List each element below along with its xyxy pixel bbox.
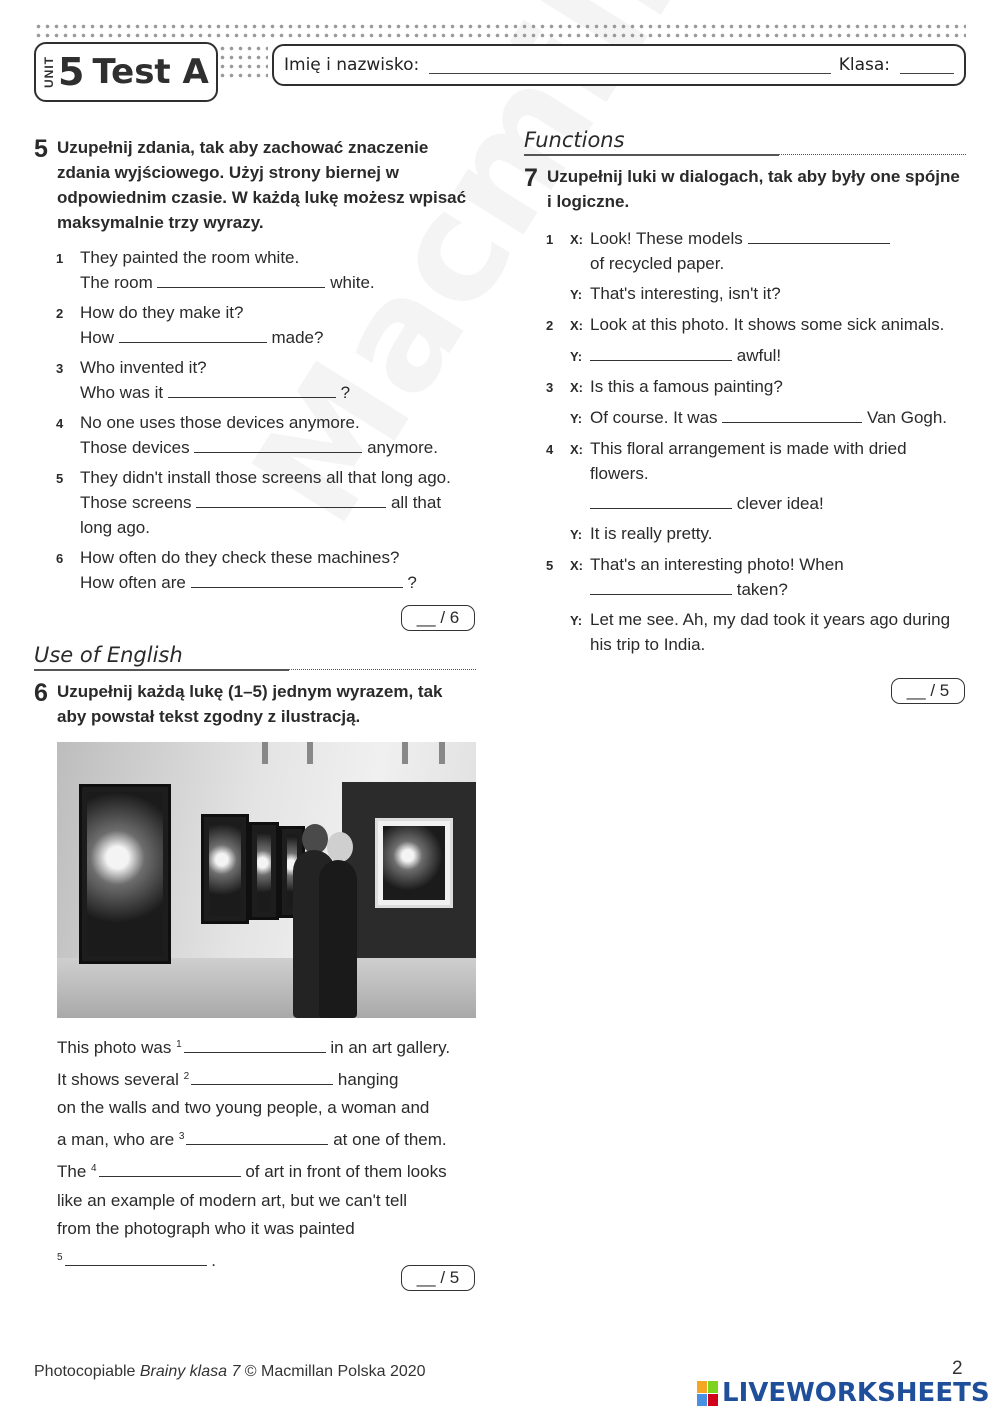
dialogue-line <box>546 374 966 400</box>
section-title: Use of English <box>34 643 476 670</box>
text-segment: The <box>57 1161 87 1181</box>
item-number: 1 <box>56 251 64 266</box>
answer-blank[interactable] <box>168 381 336 398</box>
exercise-5-header <box>34 135 476 235</box>
answer-blank[interactable] <box>590 344 732 361</box>
dialogue-line <box>546 343 966 369</box>
exercise-instruction: Uzupełnij zdania, tak aby zachować znaczenie zdania wyjściowego. Użyj strony biernej w odpowiednim czasie. W każdą lukę możesz wpisać maksymalnie trzy wyrazy. <box>57 138 467 232</box>
item-number: 2 <box>56 306 64 321</box>
gap-3-input[interactable] <box>186 1128 328 1145</box>
logo-text: LIVEWORKSHEETS <box>722 1378 990 1408</box>
prefix-text: Those devices <box>80 438 190 457</box>
exercise-number: 6 <box>34 679 48 707</box>
unit-badge <box>34 42 218 102</box>
section-title: Functions <box>524 128 966 155</box>
prefix-text: The room <box>80 273 153 292</box>
dialogue-line <box>546 312 966 338</box>
suffix-text: white. <box>330 273 375 292</box>
text-segment: hanging <box>337 1069 399 1089</box>
prefix-text: How <box>80 328 115 347</box>
text-segment: at one of them. <box>333 1130 447 1150</box>
gap-number: 5 <box>57 1251 63 1263</box>
text-segment: . <box>211 1250 217 1270</box>
speaker-label: X: <box>570 318 583 333</box>
test-title: Test A <box>92 52 209 92</box>
footer-text: © Macmillan Polska 2020 <box>240 1363 426 1380</box>
use-of-english-section <box>34 643 476 670</box>
item-number: 6 <box>56 551 64 566</box>
source-sentence: They painted the room white. <box>80 248 300 267</box>
class-field[interactable] <box>900 56 954 74</box>
dialogue-number: 4 <box>546 442 554 457</box>
text-segment: like an example of modern art, but we can't tell <box>57 1190 408 1210</box>
exercise-number: 5 <box>34 135 48 163</box>
speaker-label: Y: <box>570 349 583 364</box>
list-item <box>56 245 476 295</box>
text-segment: on the walls and two young people, a woman and <box>57 1098 430 1118</box>
dialogue-text: Look at this photo. It shows some sick animals. <box>590 315 945 334</box>
gap-5-input[interactable] <box>65 1249 207 1266</box>
suffix-text: anymore. <box>367 438 438 457</box>
score-box[interactable]: __ / 5 <box>401 1265 475 1291</box>
gap-2-input[interactable] <box>191 1068 333 1085</box>
functions-section <box>524 128 966 155</box>
speaker-label: X: <box>570 380 583 395</box>
ex6-paragraph <box>57 1031 487 1276</box>
answer-blank[interactable] <box>590 578 732 595</box>
dialogue-line <box>546 607 966 657</box>
list-item <box>56 300 476 350</box>
source-sentence: No one uses those devices anymore. <box>80 413 360 432</box>
suffix-text: all that <box>390 493 442 512</box>
dialogue-number: 5 <box>546 558 554 573</box>
text-segment: a man, who are <box>57 1130 175 1150</box>
answer-blank[interactable] <box>590 492 732 509</box>
header-dots <box>34 22 966 42</box>
header-dots-side <box>218 44 268 80</box>
name-label: Imię i nazwisko: <box>284 55 420 75</box>
dialogues <box>524 226 966 657</box>
prefix-text: Those screens <box>80 493 192 512</box>
gap-number: 3 <box>178 1131 185 1143</box>
class-label: Klasa: <box>838 55 890 75</box>
score-box[interactable]: __ / 5 <box>891 678 965 704</box>
dialogue-number: 2 <box>546 318 554 333</box>
list-item <box>56 545 476 595</box>
source-sentence: Who invented it? <box>80 358 207 377</box>
prefix-text: How often are <box>80 573 186 592</box>
prefix-text: Who was it <box>80 383 164 402</box>
exercise-7-header <box>524 164 966 214</box>
item-number: 5 <box>56 471 64 486</box>
dialogue-text: Is this a famous painting? <box>590 377 783 396</box>
exercise-5 <box>34 135 476 595</box>
exercise-6-header <box>34 679 476 729</box>
text-segment: from the photograph who it was painted <box>57 1219 355 1239</box>
source-sentence: How do they make it? <box>80 303 244 322</box>
gap-number: 1 <box>176 1039 182 1050</box>
answer-blank[interactable] <box>748 227 890 244</box>
speaker-label: Y: <box>570 411 583 426</box>
exercise-7 <box>524 164 966 657</box>
exercise-instruction: Uzupełnij każdą lukę (1–5) jednym wyrazem, tak aby powstał tekst zgodny z ilustracją. <box>57 682 443 726</box>
logo-icon <box>697 1381 718 1406</box>
gap-number: 4 <box>91 1162 97 1174</box>
item-number: 4 <box>56 416 64 431</box>
exercise-5-items <box>34 245 476 595</box>
page-number: 2 <box>952 1358 963 1379</box>
score-box[interactable]: __ / 6 <box>401 605 475 631</box>
text-segment: It shows several <box>57 1069 179 1089</box>
text-segment: This photo was <box>57 1038 172 1057</box>
answer-blank[interactable] <box>119 326 267 343</box>
unit-number: 5 <box>58 50 85 94</box>
suffix-text: ? <box>407 573 417 592</box>
name-field[interactable] <box>429 56 830 74</box>
dialogue-text: Look! These models <box>590 229 743 248</box>
dialogue-text: Let me see. Ah, my dad took it years ago during his trip to India. <box>590 610 951 654</box>
continuation-text: long ago. <box>80 518 150 537</box>
speaker-label: X: <box>570 558 583 573</box>
dialogue-line <box>546 405 966 431</box>
source-sentence: How often do they check these machines? <box>80 548 400 567</box>
gap-1-input[interactable] <box>184 1036 326 1053</box>
list-item <box>56 355 476 405</box>
footer-book-title: Brainy klasa 7 <box>139 1363 241 1380</box>
dialogue-line <box>546 552 966 602</box>
speaker-label: Y: <box>570 527 583 542</box>
liveworksheets-logo[interactable] <box>697 1378 990 1408</box>
dialogue-text: It is really pretty. <box>590 524 713 543</box>
dialogue-number: 3 <box>546 380 554 395</box>
gap-number: 2 <box>183 1070 190 1082</box>
list-item <box>56 410 476 460</box>
answer-blank[interactable] <box>196 491 386 508</box>
dialogue-text: Of course. It was <box>590 408 718 427</box>
dialogue-text: That's interesting, isn't it? <box>590 284 781 303</box>
dialogue-text: awful! <box>736 346 782 365</box>
dialogue-text: This floral arrangement is made with dried flowers. <box>590 439 907 483</box>
gap-4-input[interactable] <box>99 1160 241 1177</box>
gallery-photo <box>57 742 476 1018</box>
dialogue-line <box>546 521 966 547</box>
dialogue-line <box>546 436 966 516</box>
suffix-text: ? <box>340 383 351 402</box>
dialogue-text: clever idea! <box>736 494 824 513</box>
exercise-6 <box>34 679 476 729</box>
exercise-number: 7 <box>524 164 538 192</box>
dialogue-text: Van Gogh. <box>867 408 948 427</box>
dialogue-line <box>546 281 966 307</box>
student-info-box <box>272 44 966 86</box>
dialogue-line <box>546 226 966 276</box>
unit-word: UNIT <box>42 56 56 88</box>
source-sentence: They didn't install those screens all that long ago. <box>80 468 451 487</box>
footer-copyright <box>34 1363 426 1381</box>
speaker-label: X: <box>570 442 583 457</box>
list-item <box>56 465 476 540</box>
speaker-label: X: <box>570 232 583 247</box>
dialogue-number: 1 <box>546 232 554 247</box>
answer-blank[interactable] <box>722 406 862 423</box>
item-number: 3 <box>56 361 64 376</box>
suffix-text: made? <box>271 328 324 347</box>
dialogue-text: That's an interesting photo! When <box>590 555 844 574</box>
text-segment: in an art gallery. <box>330 1038 451 1057</box>
answer-blank[interactable] <box>157 271 325 288</box>
exercise-instruction: Uzupełnij luki w dialogach, tak aby były one spójne i logiczne. <box>547 167 960 211</box>
answer-blank[interactable] <box>191 571 403 588</box>
text-segment: of art in front of them looks <box>245 1161 447 1181</box>
dialogue-text: taken? <box>736 580 788 599</box>
speaker-label: Y: <box>570 613 583 628</box>
dialogue-text: of recycled paper. <box>590 254 725 273</box>
speaker-label: Y: <box>570 287 583 302</box>
answer-blank[interactable] <box>194 436 362 453</box>
footer-text: Photocopiable <box>34 1363 140 1380</box>
